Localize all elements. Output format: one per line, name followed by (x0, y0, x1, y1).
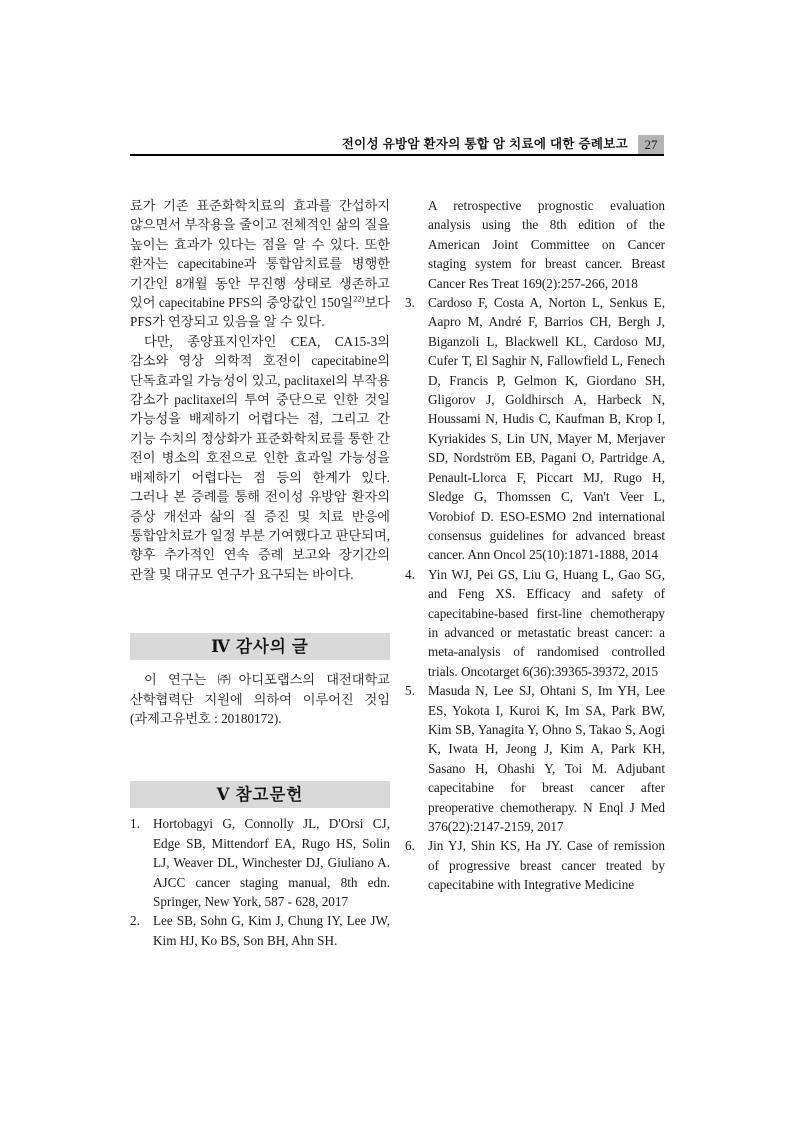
reference-text-5: Masuda N, Lee SJ, Ohtani S, Im YH, Lee ES, Yokota I, Kuroi K, Im SA, Park BW, Kim SB, Yanagita Y, Ohno S, Takao S, Aogi K, Iwata H, Jeong J, Kim A, Park KH, Sasano H, Ohashi Y, Toi M. Adjubant capecitabine for breast cancer after preoperative chemotherapy. N Enql J Med 376(22):2147-2159, 2017 (428, 683, 665, 834)
reference-item-3 (405, 293, 665, 565)
reference-list-left (130, 814, 390, 950)
citation-superscript: 22) (353, 293, 365, 304)
right-column (405, 196, 665, 950)
reference-number-6: 6. (405, 838, 415, 854)
reference-text-1: Hortobagyi G, Connolly JL, D'Orsi CJ, Edge SB, Mittendorf EA, Rugo HS, Solin LJ, Weaver DL, Winchester DJ, Giuliano A. AJCC cancer staging manual, 8th edn. Springer, New York, 587 - 628, 2017 (153, 816, 390, 909)
reference-text-2: Lee SB, Sohn G, Kim J, Chung IY, Lee JW, Kim HJ, Ko BS, Son BH, Ahn SH. (153, 913, 390, 948)
page-number-badge: 27 (638, 135, 664, 154)
reference-text-4: Yin WJ, Pei GS, Liu G, Huang L, Gao SG, and Feng XS. Efficacy and safety of capecitabine-based first-line chemotherapy in advanced or metastatic breast cancer: a meta-analysis of randomised controlled trials. Oncotarget 6(36):39365-39372, 2015 (428, 566, 665, 679)
reference-number-3: 3. (405, 295, 415, 311)
reference-text-3: Cardoso F, Costa A, Norton L, Senkus E, Aapro M, André F, Barrios CH, Bergh J, Biganzoli L, Blackwell KL, Cardoso MJ, Cufer T, El Saghir N, Fallowfield L, Fenech D, Francis P, Gelmon K, Giordano SH, Gligorov J, Goldhirsch A, Harbeck N, Houssami N, Hudis C, Kaufman B, Krop I, Kyriakides S, Lin UN, Mayer M, Merjaver SD, Nordström EB, Pagani O, Partridge A, Penault-Llorca F, Piccart MJ, Rugo H, Sledge G, Thomssen C, Van't Veer L, Vorobiof D. ESO-ESMO 2nd international consensus guidelines for advanced breast cancer. Ann Oncol 25(10):1871-1888, 2014 (428, 295, 665, 563)
reference-item-4 (405, 565, 665, 681)
reference-item-5 (405, 681, 665, 836)
reference-2-continuation: A retrospective prognostic evaluation analysis using the 8th edition of the American Joint Committee on Cancer staging system for breast cancer. Breast Cancer Res Treat 169(2):257-266, 2018 (428, 198, 665, 291)
reference-number-1: 1. (130, 816, 140, 832)
section-heading-acknowledgement: Ⅳ 감사의 글 (130, 633, 390, 660)
left-column (130, 196, 390, 950)
paragraph-discussion-pfs-text: 료가 기존 표준화학치료의 효과를 간섭하지 않으면서 부작용을 줄이고 전체적인 삶의 질을 높이는 효과가 있다는 점을 알 수 있다. 또한 환자는 capecitabine과 통합암치료를 병행한 기간인 8개월 동안 무진행 상태로 생존하고 있어 capecitabine PFS의 중앙값인 150일 (130, 198, 390, 311)
paragraph-discussion-pfs-tail: 보다 PFS가 연장되고 있음을 알 수 있다. (130, 295, 390, 330)
paragraph-discussion-pfs (130, 196, 390, 332)
reference-list-right (405, 293, 665, 895)
reference-item-1 (130, 814, 390, 911)
reference-text-6: Jin YJ, Shin KS, Ha JY. Case of remission of progressive breast cancer treated by capecitabine with Integrative Medicine (428, 838, 665, 893)
reference-item-2 (130, 911, 390, 950)
running-head-title: 전이성 유방암 환자의 통합 암 치료에 대한 증례보고 (341, 137, 628, 151)
section-heading-references: Ⅴ 참고문헌 (130, 781, 390, 808)
reference-item-6 (405, 836, 665, 894)
paragraph-limitations: 다만, 종양표지인자인 CEA, CA15-3의 감소와 영상 의학적 호전이 capecitabine의 단독효과일 가능성이 있고, paclitaxel의 부작용 감소가 paclitaxel의 투여 중단으로 인한 것일 가능성을 배제하기 어렵다는 점, 그리고 간 기능 수치의 정상화가 표준화학치료를 통한 간 전이 병소의 호전으로 인한 효과일 가능성을 배제하기 어렵다는 점 등의 한계가 있다. 그러나 본 증례를 통해 전이성 유방암 환자의 증상 개선과 삶의 질 증진 및 치료 반응에 통합암치료가 일정 부분 기여했다고 판단되며, 향후 추가적인 연속 증례 보고와 장기간의 관찰 및 대규모 연구가 요구되는 바이다. (130, 333, 390, 582)
two-column-body (130, 196, 665, 950)
reference-number-5: 5. (405, 683, 415, 699)
reference-number-2: 2. (130, 913, 140, 929)
running-head (130, 134, 664, 156)
reference-number-4: 4. (405, 566, 415, 582)
paragraph-acknowledgement: 이 연구는 ㈜아디포랩스의 대전대학교 산학협력단 지원에 의하여 이루어진 것임(과제고유번호 : 20180172). (130, 672, 390, 726)
